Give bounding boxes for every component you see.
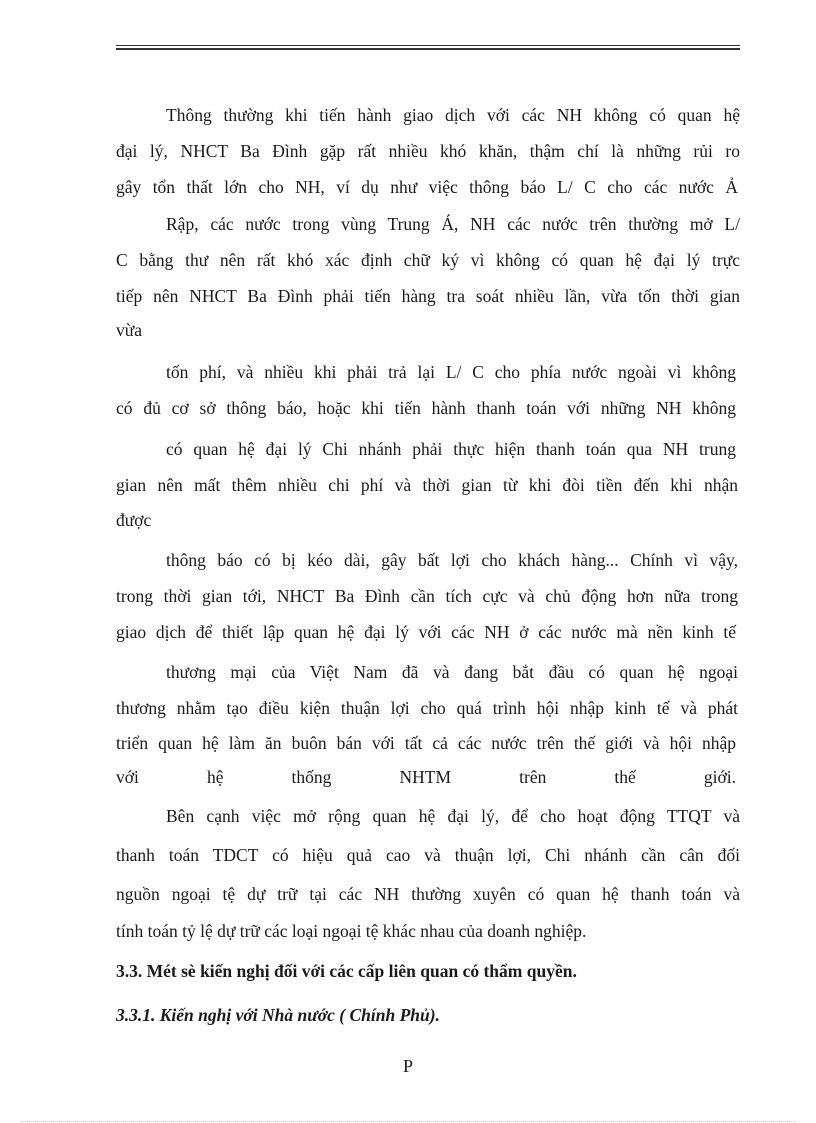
paragraph-line: Thông thường khi tiến hành giao dịch với các NH không có quan hệ [166, 105, 740, 125]
paragraph-line: tốn phí, và nhiều khi phải trả lại L/ C cho phía nước ngoài vì không [166, 362, 736, 382]
paragraph-line: Rập, các nước trong vùng Trung Á, NH các nước trên thường mở L/ [166, 214, 740, 234]
paragraph-line: trong thời gian tới, NHCT Ba Đình cần tích cực và chủ động hơn nữa trong [116, 586, 738, 606]
paragraph-line: C bằng thư nên rất khó xác định chữ ký vì không có quan hệ đại lý trực [116, 250, 740, 270]
paragraph-line: Bên cạnh việc mở rộng quan hệ đại lý, để cho hoạt động TTQT và [166, 806, 740, 826]
paragraph-line: với hệ thống NHTM trên thế giới. [116, 767, 736, 787]
paragraph-line: tính toán tỷ lệ dự trữ các loại ngoại tệ khác nhau của doanh nghiệp. [116, 921, 587, 941]
paragraph-line: triển quan hệ làm ăn buôn bán với tất cả các nước trên thế giới và hội nhập [116, 733, 736, 753]
subsection-heading: 3.3.1. Kiến nghị với Nhà nước ( Chính Phủ). [116, 1005, 440, 1025]
paragraph-line: gian nên mất thêm nhiều chi phí và thời gian từ khi đòi tiền đến khi nhận [116, 475, 738, 495]
paragraph-line: vừa [116, 320, 143, 340]
paragraph-line: nguồn ngoại tệ dự trữ tại các NH thường xuyên có quan hệ thanh toán và [116, 884, 740, 904]
section-heading: 3.3. Mét sè kiến nghị đối với các cấp liên quan có thẩm quyền. [116, 961, 577, 981]
page-bottom-border [20, 1121, 796, 1122]
paragraph-line: thương mại của Việt Nam đã và đang bắt đầu có quan hệ ngoại [166, 662, 738, 682]
header-rule-top [116, 45, 740, 46]
paragraph-line: được [116, 510, 152, 530]
paragraph-line: có đủ cơ sở thông báo, hoặc khi tiến hành thanh toán với những NH không [116, 398, 736, 418]
paragraph-line: giao dịch để thiết lập quan hệ đại lý với các NH ở các nước mà nền kinh tế [116, 622, 736, 642]
header-rule-bottom [116, 48, 740, 50]
paragraph-line: thông báo có bị kéo dài, gây bất lợi cho khách hàng... Chính vì vậy, [166, 550, 738, 570]
paragraph-line: đại lý, NHCT Ba Đình gặp rất nhiều khó khăn, thậm chí là những rủi ro [116, 141, 740, 161]
paragraph-line: có quan hệ đại lý Chi nhánh phải thực hiện thanh toán qua NH trung [166, 439, 736, 459]
paragraph-line: thanh toán TDCT có hiệu quả cao và thuận lợi, Chi nhánh cần cân đối [116, 845, 740, 865]
paragraph-line: thương nhằm tạo điều kiện thuận lợi cho quá trình hội nhập kinh tế và phát [116, 698, 738, 718]
paragraph-line: gây tổn thất lớn cho NH, ví dụ như việc thông báo L/ C cho các nước Ả [116, 177, 738, 197]
page-number: P [402, 1056, 413, 1076]
paragraph-line: tiếp nên NHCT Ba Đình phải tiến hàng tra soát nhiều lần, vừa tốn thời gian [116, 286, 740, 306]
